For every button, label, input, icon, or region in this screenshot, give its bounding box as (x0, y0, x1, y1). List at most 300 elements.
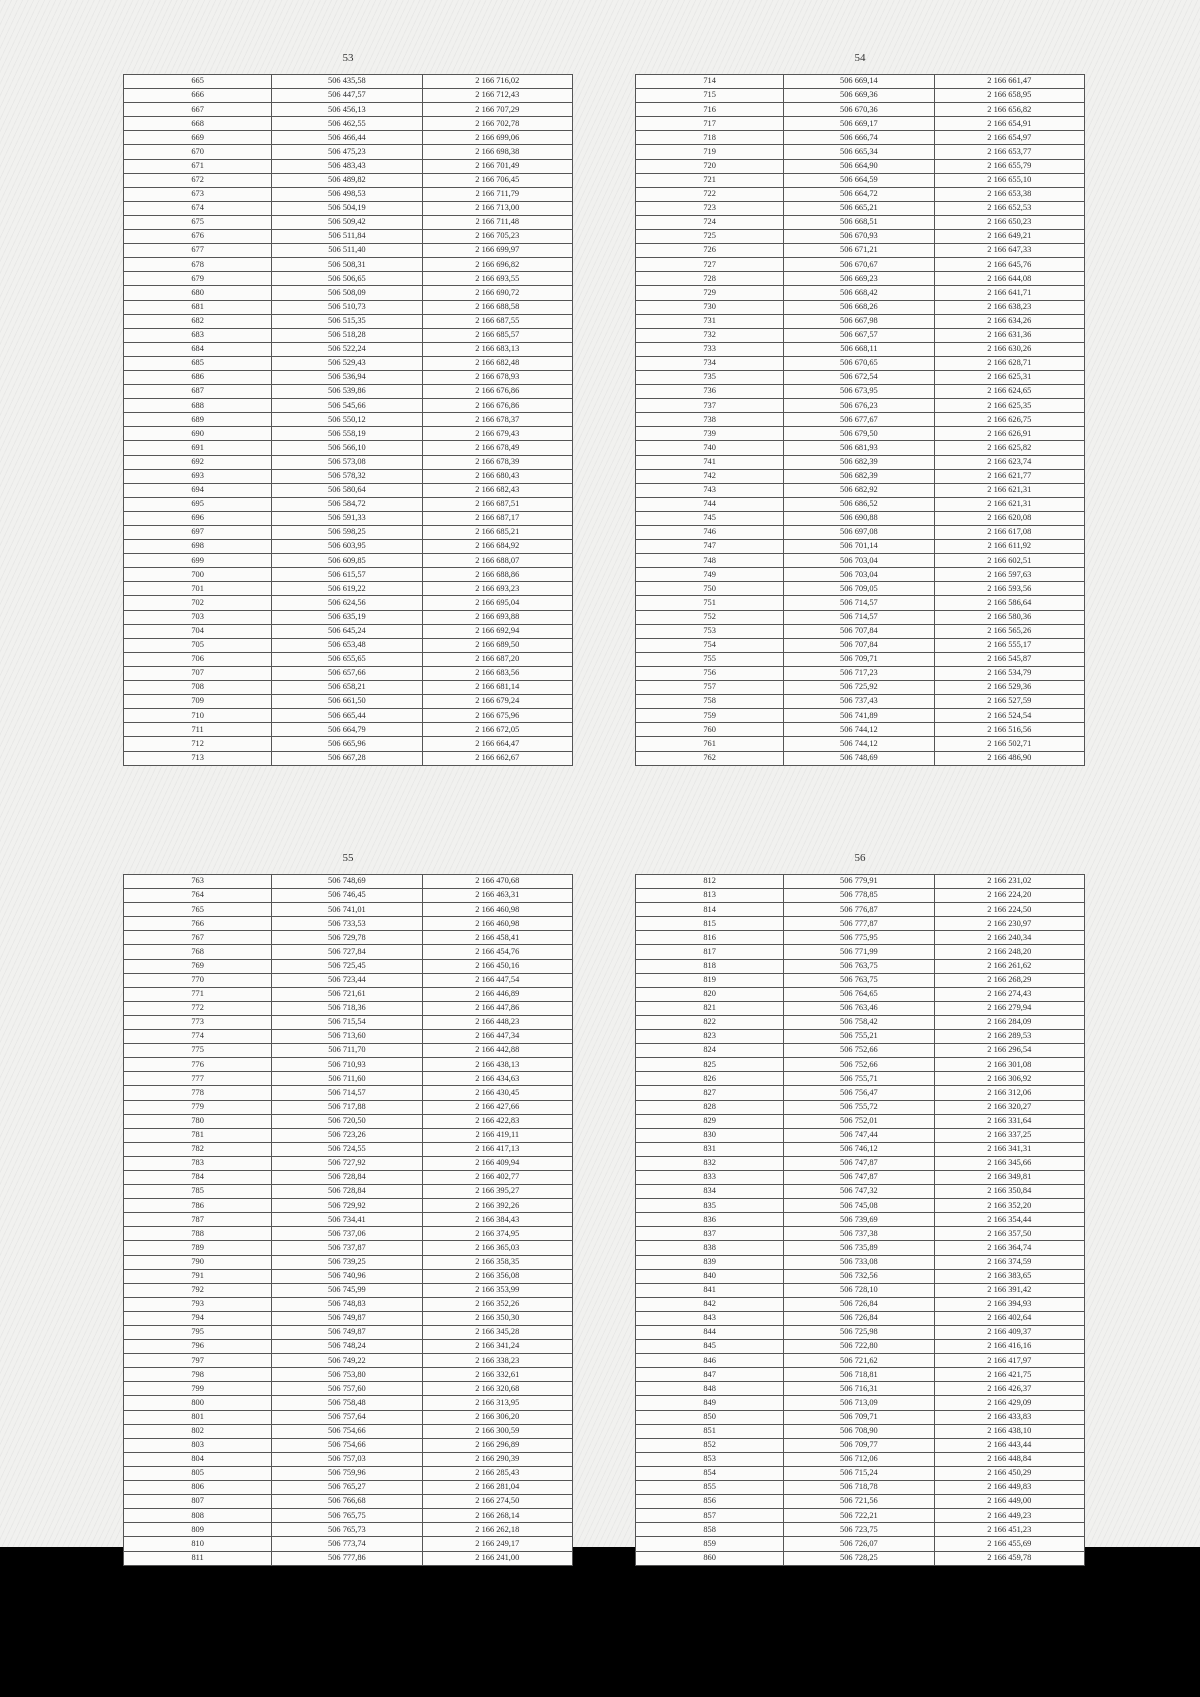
table-row (124, 511, 573, 525)
y-coordinate-cell: 2 166 621,77 (934, 469, 1084, 483)
point-number-cell: 818 (636, 959, 784, 973)
table-row (636, 1044, 1085, 1058)
x-coordinate-cell: 506 721,61 (272, 987, 422, 1001)
table-row (124, 1283, 573, 1297)
point-number-cell: 782 (124, 1142, 272, 1156)
y-coordinate-cell: 2 166 224,20 (934, 889, 1084, 903)
table-row (636, 1410, 1085, 1424)
point-number-cell: 695 (124, 497, 272, 511)
y-coordinate-cell: 2 166 350,84 (934, 1185, 1084, 1199)
x-coordinate-cell: 506 727,92 (272, 1156, 422, 1170)
table-row (124, 1495, 573, 1509)
x-coordinate-cell: 506 508,09 (272, 286, 422, 300)
table-row (124, 300, 573, 314)
table-row (636, 1170, 1085, 1184)
point-number-cell: 756 (636, 666, 784, 680)
point-number-cell: 712 (124, 737, 272, 751)
table-row (124, 1015, 573, 1029)
table-row (636, 1086, 1085, 1100)
point-number-cell: 789 (124, 1241, 272, 1255)
y-coordinate-cell: 2 166 699,06 (422, 131, 572, 145)
x-coordinate-cell: 506 508,31 (272, 258, 422, 272)
y-coordinate-cell: 2 166 224,50 (934, 903, 1084, 917)
point-number-cell: 833 (636, 1170, 784, 1184)
table-row (124, 413, 573, 427)
point-number-cell: 809 (124, 1523, 272, 1537)
y-coordinate-cell: 2 166 692,94 (422, 624, 572, 638)
x-coordinate-cell: 506 739,69 (784, 1213, 934, 1227)
table-row (636, 526, 1085, 540)
table-row (636, 973, 1085, 987)
x-coordinate-cell: 506 753,80 (272, 1368, 422, 1382)
y-coordinate-cell: 2 166 597,63 (934, 568, 1084, 582)
point-number-cell: 768 (124, 945, 272, 959)
y-coordinate-cell: 2 166 716,02 (422, 75, 572, 89)
y-coordinate-cell: 2 166 654,91 (934, 117, 1084, 131)
point-number-cell: 735 (636, 370, 784, 384)
y-coordinate-cell: 2 166 620,08 (934, 511, 1084, 525)
y-coordinate-cell: 2 166 652,53 (934, 201, 1084, 215)
point-number-cell: 784 (124, 1170, 272, 1184)
x-coordinate-cell: 506 661,50 (272, 695, 422, 709)
y-coordinate-cell: 2 166 555,17 (934, 638, 1084, 652)
y-coordinate-cell: 2 166 690,72 (422, 286, 572, 300)
x-coordinate-cell: 506 709,77 (784, 1438, 934, 1452)
x-coordinate-cell: 506 669,14 (784, 75, 934, 89)
table-row (636, 1255, 1085, 1269)
point-number-cell: 849 (636, 1396, 784, 1410)
point-number-cell: 666 (124, 89, 272, 103)
x-coordinate-cell: 506 755,71 (784, 1072, 934, 1086)
y-coordinate-cell: 2 166 655,79 (934, 159, 1084, 173)
y-coordinate-cell: 2 166 653,38 (934, 187, 1084, 201)
table-row (636, 201, 1085, 215)
point-number-cell: 778 (124, 1086, 272, 1100)
point-number-cell: 791 (124, 1269, 272, 1283)
point-number-cell: 822 (636, 1015, 784, 1029)
y-coordinate-cell: 2 166 290,39 (422, 1452, 572, 1466)
point-number-cell: 765 (124, 903, 272, 917)
table-row (124, 1100, 573, 1114)
table-row (124, 145, 573, 159)
table-row (636, 1227, 1085, 1241)
table-row (636, 610, 1085, 624)
x-coordinate-cell: 506 757,60 (272, 1382, 422, 1396)
point-number-cell: 667 (124, 103, 272, 117)
table-row (636, 666, 1085, 680)
y-coordinate-cell: 2 166 358,35 (422, 1255, 572, 1269)
x-coordinate-cell: 506 545,66 (272, 399, 422, 413)
point-number-cell: 854 (636, 1466, 784, 1480)
y-coordinate-cell: 2 166 240,34 (934, 931, 1084, 945)
x-coordinate-cell: 506 462,55 (272, 117, 422, 131)
table-row (124, 1269, 573, 1283)
x-coordinate-cell: 506 737,06 (272, 1227, 422, 1241)
y-coordinate-cell: 2 166 349,81 (934, 1170, 1084, 1184)
table-row (636, 286, 1085, 300)
x-coordinate-cell: 506 766,68 (272, 1495, 422, 1509)
x-coordinate-cell: 506 726,07 (784, 1537, 934, 1551)
point-number-cell: 669 (124, 131, 272, 145)
table-row (636, 103, 1085, 117)
x-coordinate-cell: 506 745,99 (272, 1283, 422, 1297)
table-row (124, 314, 573, 328)
point-number-cell: 710 (124, 709, 272, 723)
point-number-cell: 820 (636, 987, 784, 1001)
table-row (124, 1142, 573, 1156)
point-number-cell: 703 (124, 610, 272, 624)
x-coordinate-cell: 506 733,08 (784, 1255, 934, 1269)
y-coordinate-cell: 2 166 354,44 (934, 1213, 1084, 1227)
point-number-cell: 741 (636, 455, 784, 469)
x-coordinate-cell: 506 483,43 (272, 159, 422, 173)
y-coordinate-cell: 2 166 707,29 (422, 103, 572, 117)
point-number-cell: 704 (124, 624, 272, 638)
point-number-cell: 725 (636, 230, 784, 244)
point-number-cell: 777 (124, 1072, 272, 1086)
point-number-cell: 753 (636, 624, 784, 638)
point-number-cell: 749 (636, 568, 784, 582)
table-row (636, 681, 1085, 695)
point-number-cell: 858 (636, 1523, 784, 1537)
table-row (636, 1297, 1085, 1311)
y-coordinate-cell: 2 166 449,83 (934, 1481, 1084, 1495)
y-coordinate-cell: 2 166 409,37 (934, 1326, 1084, 1340)
y-coordinate-cell: 2 166 331,64 (934, 1114, 1084, 1128)
table-row (124, 385, 573, 399)
table-row (636, 875, 1085, 889)
point-number-cell: 767 (124, 931, 272, 945)
x-coordinate-cell: 506 475,23 (272, 145, 422, 159)
point-number-cell: 717 (636, 117, 784, 131)
y-coordinate-cell: 2 166 419,11 (422, 1128, 572, 1142)
x-coordinate-cell: 506 734,41 (272, 1213, 422, 1227)
y-coordinate-cell: 2 166 683,56 (422, 666, 572, 680)
y-coordinate-cell: 2 166 687,51 (422, 497, 572, 511)
x-coordinate-cell: 506 658,21 (272, 681, 422, 695)
x-coordinate-cell: 506 447,57 (272, 89, 422, 103)
point-number-cell: 774 (124, 1030, 272, 1044)
x-coordinate-cell: 506 764,65 (784, 987, 934, 1001)
x-coordinate-cell: 506 728,84 (272, 1185, 422, 1199)
x-coordinate-cell: 506 682,39 (784, 455, 934, 469)
point-number-cell: 719 (636, 145, 784, 159)
table-row (124, 244, 573, 258)
x-coordinate-cell: 506 669,36 (784, 89, 934, 103)
y-coordinate-cell: 2 166 274,43 (934, 987, 1084, 1001)
table-row (124, 1509, 573, 1523)
y-coordinate-cell: 2 166 443,44 (934, 1438, 1084, 1452)
y-coordinate-cell: 2 166 626,91 (934, 427, 1084, 441)
point-number-cell: 697 (124, 526, 272, 540)
point-number-cell: 813 (636, 889, 784, 903)
x-coordinate-cell: 506 615,57 (272, 568, 422, 582)
point-number-cell: 740 (636, 441, 784, 455)
table-row (124, 455, 573, 469)
y-coordinate-cell: 2 166 689,50 (422, 638, 572, 652)
point-number-cell: 837 (636, 1227, 784, 1241)
x-coordinate-cell: 506 717,88 (272, 1100, 422, 1114)
y-coordinate-cell: 2 166 357,50 (934, 1227, 1084, 1241)
x-coordinate-cell: 506 723,44 (272, 973, 422, 987)
table-row (636, 413, 1085, 427)
y-coordinate-cell: 2 166 353,99 (422, 1283, 572, 1297)
table-row (124, 1481, 573, 1495)
point-number-cell: 787 (124, 1213, 272, 1227)
x-coordinate-cell: 506 754,66 (272, 1438, 422, 1452)
table-row (124, 1072, 573, 1086)
point-number-cell: 815 (636, 917, 784, 931)
table-row (124, 723, 573, 737)
point-number-cell: 850 (636, 1410, 784, 1424)
x-coordinate-cell: 506 712,06 (784, 1452, 934, 1466)
x-coordinate-cell: 506 669,23 (784, 272, 934, 286)
x-coordinate-cell: 506 598,25 (272, 526, 422, 540)
x-coordinate-cell: 506 741,89 (784, 709, 934, 723)
x-coordinate-cell: 506 682,39 (784, 469, 934, 483)
table-row (636, 959, 1085, 973)
x-coordinate-cell: 506 775,95 (784, 931, 934, 945)
point-number-cell: 715 (636, 89, 784, 103)
y-coordinate-cell: 2 166 337,25 (934, 1128, 1084, 1142)
point-number-cell: 758 (636, 695, 784, 709)
table-row (636, 117, 1085, 131)
y-coordinate-cell: 2 166 649,21 (934, 230, 1084, 244)
y-coordinate-cell: 2 166 696,82 (422, 258, 572, 272)
x-coordinate-cell: 506 666,74 (784, 131, 934, 145)
x-coordinate-cell: 506 703,04 (784, 554, 934, 568)
table-row (124, 681, 573, 695)
point-number-cell: 792 (124, 1283, 272, 1297)
table-row (636, 159, 1085, 173)
y-coordinate-cell: 2 166 678,93 (422, 370, 572, 384)
table-row (636, 1368, 1085, 1382)
page-number: 55 (342, 852, 354, 864)
x-coordinate-cell: 506 723,26 (272, 1128, 422, 1142)
point-number-cell: 724 (636, 215, 784, 229)
x-coordinate-cell: 506 668,51 (784, 215, 934, 229)
x-coordinate-cell: 506 711,60 (272, 1072, 422, 1086)
y-coordinate-cell: 2 166 341,31 (934, 1142, 1084, 1156)
point-number-cell: 681 (124, 300, 272, 314)
table-row (124, 215, 573, 229)
point-number-cell: 783 (124, 1156, 272, 1170)
point-number-cell: 755 (636, 652, 784, 666)
table-row (124, 201, 573, 215)
table-row (636, 1481, 1085, 1495)
table-row (124, 1001, 573, 1015)
x-coordinate-cell: 506 635,19 (272, 610, 422, 624)
table-row (636, 582, 1085, 596)
point-number-cell: 683 (124, 328, 272, 342)
point-number-cell: 786 (124, 1199, 272, 1213)
y-coordinate-cell: 2 166 684,92 (422, 540, 572, 554)
x-coordinate-cell: 506 725,98 (784, 1326, 934, 1340)
point-number-cell: 785 (124, 1185, 272, 1199)
point-number-cell: 800 (124, 1396, 272, 1410)
y-coordinate-cell: 2 166 713,00 (422, 201, 572, 215)
point-number-cell: 754 (636, 638, 784, 652)
x-coordinate-cell: 506 779,91 (784, 875, 934, 889)
y-coordinate-cell: 2 166 451,23 (934, 1523, 1084, 1537)
x-coordinate-cell: 506 740,96 (272, 1269, 422, 1283)
table-row (124, 1396, 573, 1410)
x-coordinate-cell: 506 720,50 (272, 1114, 422, 1128)
table-row (124, 159, 573, 173)
x-coordinate-cell: 506 777,86 (272, 1551, 422, 1565)
y-coordinate-cell: 2 166 687,55 (422, 314, 572, 328)
x-coordinate-cell: 506 746,12 (784, 1142, 934, 1156)
y-coordinate-cell: 2 166 693,55 (422, 272, 572, 286)
table-row (636, 1354, 1085, 1368)
y-coordinate-cell: 2 166 417,13 (422, 1142, 572, 1156)
table-row (124, 1255, 573, 1269)
point-number-cell: 848 (636, 1382, 784, 1396)
x-coordinate-cell: 506 746,45 (272, 889, 422, 903)
x-coordinate-cell: 506 724,55 (272, 1142, 422, 1156)
point-number-cell: 678 (124, 258, 272, 272)
table-row (636, 497, 1085, 511)
table-row (636, 1213, 1085, 1227)
x-coordinate-cell: 506 509,42 (272, 215, 422, 229)
point-number-cell: 772 (124, 1001, 272, 1015)
y-coordinate-cell: 2 166 374,59 (934, 1255, 1084, 1269)
y-coordinate-cell: 2 166 249,17 (422, 1537, 572, 1551)
table-row (124, 1410, 573, 1424)
point-number-cell: 779 (124, 1100, 272, 1114)
y-coordinate-cell: 2 166 687,20 (422, 652, 572, 666)
y-coordinate-cell: 2 166 617,08 (934, 526, 1084, 540)
point-number-cell: 795 (124, 1326, 272, 1340)
x-coordinate-cell: 506 701,14 (784, 540, 934, 554)
table-row (636, 1452, 1085, 1466)
x-coordinate-cell: 506 498,53 (272, 187, 422, 201)
y-coordinate-cell: 2 166 682,43 (422, 483, 572, 497)
x-coordinate-cell: 506 709,71 (784, 652, 934, 666)
point-number-cell: 731 (636, 314, 784, 328)
x-coordinate-cell: 506 664,90 (784, 159, 934, 173)
table-row (636, 1396, 1085, 1410)
x-coordinate-cell: 506 747,87 (784, 1170, 934, 1184)
x-coordinate-cell: 506 722,80 (784, 1340, 934, 1354)
y-coordinate-cell: 2 166 463,31 (422, 889, 572, 903)
x-coordinate-cell: 506 665,21 (784, 201, 934, 215)
point-number-cell: 702 (124, 596, 272, 610)
x-coordinate-cell: 506 664,59 (784, 173, 934, 187)
table-row (124, 258, 573, 272)
y-coordinate-cell: 2 166 688,58 (422, 300, 572, 314)
y-coordinate-cell: 2 166 650,23 (934, 215, 1084, 229)
table-row (124, 1241, 573, 1255)
x-coordinate-cell: 506 435,58 (272, 75, 422, 89)
table-row (636, 1199, 1085, 1213)
y-coordinate-cell: 2 166 460,98 (422, 903, 572, 917)
x-coordinate-cell: 506 714,57 (784, 610, 934, 624)
x-coordinate-cell: 506 748,83 (272, 1297, 422, 1311)
x-coordinate-cell: 506 676,23 (784, 399, 934, 413)
point-number-cell: 720 (636, 159, 784, 173)
y-coordinate-cell: 2 166 524,54 (934, 709, 1084, 723)
table-row (636, 1326, 1085, 1340)
x-coordinate-cell: 506 713,60 (272, 1030, 422, 1044)
x-coordinate-cell: 506 726,84 (784, 1297, 934, 1311)
x-coordinate-cell: 506 603,95 (272, 540, 422, 554)
point-number-cell: 673 (124, 187, 272, 201)
table-row (124, 903, 573, 917)
x-coordinate-cell: 506 670,67 (784, 258, 934, 272)
y-coordinate-cell: 2 166 712,43 (422, 89, 572, 103)
table-row (636, 1142, 1085, 1156)
y-coordinate-cell: 2 166 681,14 (422, 681, 572, 695)
y-coordinate-cell: 2 166 680,43 (422, 469, 572, 483)
point-number-cell: 814 (636, 903, 784, 917)
x-coordinate-cell: 506 558,19 (272, 427, 422, 441)
point-number-cell: 721 (636, 173, 784, 187)
y-coordinate-cell: 2 166 602,51 (934, 554, 1084, 568)
x-coordinate-cell: 506 665,96 (272, 737, 422, 751)
table-row (636, 244, 1085, 258)
y-coordinate-cell: 2 166 711,48 (422, 215, 572, 229)
x-coordinate-cell: 506 716,31 (784, 1382, 934, 1396)
table-row (636, 75, 1085, 89)
point-number-cell: 812 (636, 875, 784, 889)
x-coordinate-cell: 506 665,44 (272, 709, 422, 723)
y-coordinate-cell: 2 166 352,26 (422, 1297, 572, 1311)
x-coordinate-cell: 506 707,84 (784, 638, 934, 652)
table-row (636, 441, 1085, 455)
x-coordinate-cell: 506 518,28 (272, 328, 422, 342)
point-number-cell: 728 (636, 272, 784, 286)
x-coordinate-cell: 506 737,87 (272, 1241, 422, 1255)
y-coordinate-cell: 2 166 332,61 (422, 1368, 572, 1382)
y-coordinate-cell: 2 166 580,36 (934, 610, 1084, 624)
x-coordinate-cell: 506 715,24 (784, 1466, 934, 1480)
point-number-cell: 780 (124, 1114, 272, 1128)
table-row (124, 75, 573, 89)
y-coordinate-cell: 2 166 460,98 (422, 917, 572, 931)
x-coordinate-cell: 506 573,08 (272, 455, 422, 469)
x-coordinate-cell: 506 757,03 (272, 1452, 422, 1466)
table-row (124, 1424, 573, 1438)
x-coordinate-cell: 506 539,86 (272, 385, 422, 399)
y-coordinate-cell: 2 166 688,86 (422, 568, 572, 582)
point-number-cell: 856 (636, 1495, 784, 1509)
x-coordinate-cell: 506 670,93 (784, 230, 934, 244)
table-row (636, 1523, 1085, 1537)
point-number-cell: 677 (124, 244, 272, 258)
table-row (636, 568, 1085, 582)
y-coordinate-cell: 2 166 687,17 (422, 511, 572, 525)
y-coordinate-cell: 2 166 621,31 (934, 497, 1084, 511)
x-coordinate-cell: 506 668,26 (784, 300, 934, 314)
point-number-cell: 832 (636, 1156, 784, 1170)
y-coordinate-cell: 2 166 446,89 (422, 987, 572, 1001)
table-row (124, 1058, 573, 1072)
y-coordinate-cell: 2 166 320,68 (422, 1382, 572, 1396)
x-coordinate-cell: 506 739,25 (272, 1255, 422, 1269)
y-coordinate-cell: 2 166 624,65 (934, 385, 1084, 399)
x-coordinate-cell: 506 741,01 (272, 903, 422, 917)
y-coordinate-cell: 2 166 502,71 (934, 737, 1084, 751)
point-number-cell: 826 (636, 1072, 784, 1086)
x-coordinate-cell: 506 765,73 (272, 1523, 422, 1537)
table-row (636, 723, 1085, 737)
x-coordinate-cell: 506 686,52 (784, 497, 934, 511)
x-coordinate-cell: 506 757,64 (272, 1410, 422, 1424)
y-coordinate-cell: 2 166 438,10 (934, 1424, 1084, 1438)
table-row (124, 1199, 573, 1213)
x-coordinate-cell: 506 765,75 (272, 1509, 422, 1523)
